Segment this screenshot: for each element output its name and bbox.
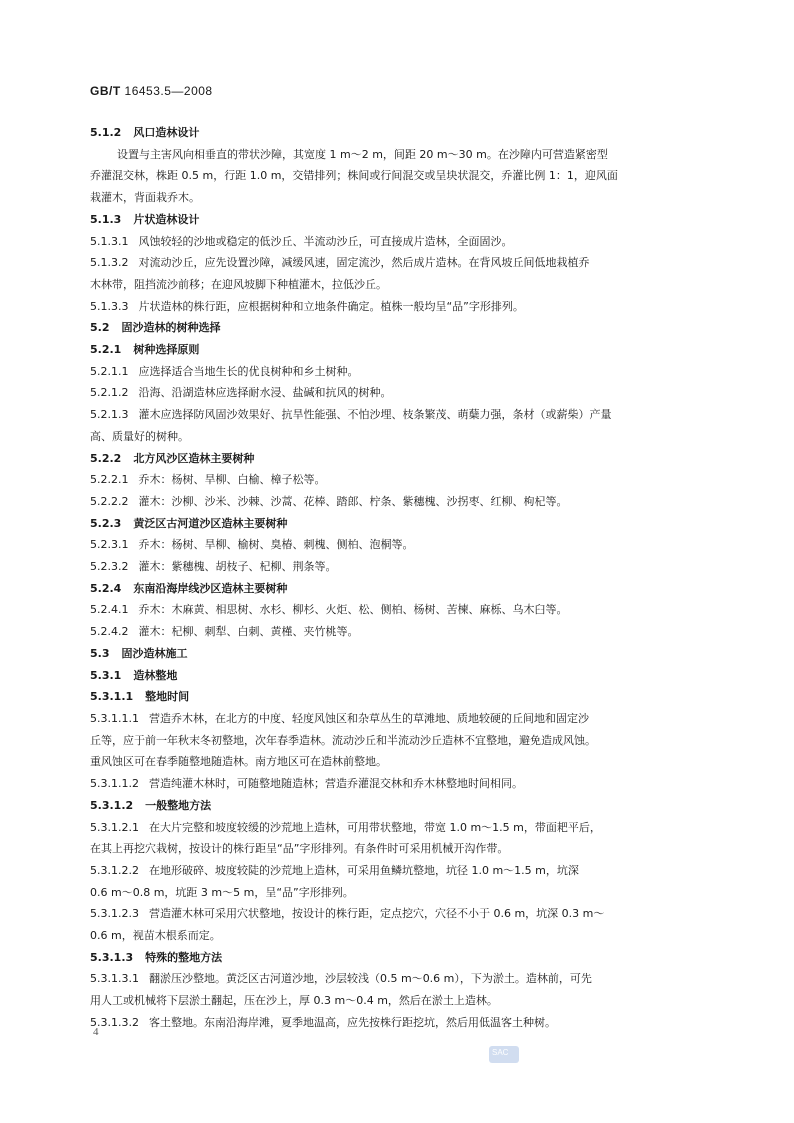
section-heading [90,339,704,361]
clause-number: 5.1.3 [90,212,122,226]
clause-text: 应选择适合当地生长的优良树种和乡土树种。 [138,364,359,378]
clause-number: 5.1.3.2 [90,256,129,270]
clause-text: 营造纯灌木林时，可随整地随造林；营造乔灌混交林和乔木林整地时间相同。 [148,777,523,791]
clause-text: 木林带，阻挡流沙前移；在迎风坡脚下种植灌木，拉低沙丘。 [90,277,387,291]
clause-paragraph [90,1012,704,1034]
clause-paragraph [90,252,704,274]
clause-number: 5.2.3 [90,516,122,530]
clause-text: 乔灌混交林，株距 0.5 m，行距 1.0 m，交错排列；株间或行间混交或呈块状混交，乔灌比例 1：1，迎风面 [90,169,618,183]
clause-number: 5.2.4.1 [90,603,129,617]
paragraph-continuation [90,990,704,1012]
clause-number: 5.3.1.2.1 [90,820,139,834]
section-heading [90,947,704,969]
clause-number: 5.2.3.2 [90,560,129,574]
clause-number: 5.3.1.3 [90,950,134,964]
clause-text: 客土整地。东南沿海岸滩，夏季地温高，应先按株行距挖坑，然后用低温客土种树。 [148,1015,556,1029]
paragraph-line [90,144,704,166]
clause-text: 片状造林的株行距，应根据树种和立地条件确定。植株一般均呈“品”字形排列。 [138,299,524,313]
section-heading [90,578,704,600]
clause-text: 固沙造林施工 [121,646,188,660]
clause-text: 营造乔木林，在北方的中度、轻度风蚀区和杂草丛生的草滩地、质地较硬的丘间地和固定沙 [148,711,589,725]
clause-text: 黄泛区古河道沙区造林主要树种 [133,516,288,530]
paragraph-continuation [90,751,704,773]
standard-prefix: GB/T [90,84,121,98]
clause-text: 北方风沙区造林主要树种 [133,451,255,465]
clause-text: 风口造林设计 [133,126,200,139]
clause-number: 5.2 [90,321,110,335]
clause-text: 固沙造林的树种选择 [121,321,221,335]
clause-text: 灌木应选择防风固沙效果好、抗旱性能强、不怕沙埋、枝条繁茂、萌蘖力强，条材（或薪柴）产量 [138,408,612,422]
clause-text: 乔木：木麻黄、相思树、水杉、柳杉、火炬、松、侧柏、杨树、苦楝、麻栎、乌木臼等。 [138,603,568,617]
clause-paragraph [90,860,704,882]
clause-text: 重风蚀区可在春季随整地随造林。南方地区可在造林前整地。 [90,755,387,769]
clause-text: 0.6 m～0.8 m，坑距 3 m～5 m，呈“品”字形排列。 [90,885,354,899]
clause-text: 乔木：杨树、旱柳、白榆、樟子松等。 [138,473,326,487]
clause-text: 片状造林设计 [133,212,200,226]
clause-text: 丘等，应于前一年秋末冬初整地，次年春季造林。流动沙丘和半流动沙丘造林不宜整地，避免造成风蚀。 [90,733,596,747]
clause-number: 5.2.1.3 [90,408,129,422]
clause-number: 5.2.2.2 [90,494,129,508]
page-number: 4 [93,1026,99,1038]
clause-text: 树种选择原则 [133,343,200,357]
clause-paragraph [90,556,704,578]
section-heading [90,122,704,144]
clause-paragraph [90,773,704,795]
clause-text: 设置与主害风向相垂直的带状沙障，其宽度 1 m～2 m，间距 20 m～30 m。在沙障内可营造紧密型 [117,147,608,161]
clause-text: 在大片完整和坡度较缓的沙荒地上造林，可用带状整地，带宽 1.0 m～1.5 m，带面耙平后， [148,820,601,834]
clause-text: 在其上再挖穴栽树，按设计的株行距呈“品”字形排列。有条件时可采用机械开沟作带。 [90,842,509,856]
clause-paragraph [90,817,704,839]
clause-number: 5.3.1.1.1 [90,711,139,725]
clause-text: 营造灌木林可采用穴状整地，按设计的株行距，定点挖穴，穴径不小于 0.6 m，坑深 0.3 m～ [148,907,605,921]
clause-text: 对流动沙丘，应先设置沙障，减缓风速，固定流沙，然后成片造林。在背风坡丘间低地栽植乔 [138,256,590,270]
document-body [90,122,704,1034]
clause-paragraph [90,296,704,318]
standard-code [90,84,213,98]
clause-number: 5.3.1.1.2 [90,777,139,791]
section-heading [90,665,704,687]
clause-number: 5.2.3.1 [90,538,129,552]
clause-text: 灌木：杞柳、刺犁、白刺、黄槿、夹竹桃等。 [138,625,359,639]
clause-text: 沿海、沿湖造林应选择耐水浸、盐碱和抗风的树种。 [138,386,392,400]
section-heading [90,795,704,817]
clause-number: 5.3.1.2 [90,798,134,812]
clause-paragraph [90,708,704,730]
clause-number: 5.3.1.2.3 [90,907,139,921]
paragraph-continuation [90,730,704,752]
clause-paragraph [90,469,704,491]
clause-paragraph [90,231,704,253]
clause-text: 整地时间 [145,690,190,704]
section-heading [90,686,704,708]
clause-number: 5.3.1 [90,668,122,682]
paragraph-continuation [90,426,704,448]
clause-text: 特殊的整地方法 [145,950,223,964]
clause-paragraph [90,903,704,925]
clause-paragraph [90,599,704,621]
clause-text: 乔木：杨树、旱柳、榆树、臭椿、刺槐、侧柏、泡桐等。 [138,538,414,552]
clause-number: 5.2.1.2 [90,386,129,400]
paragraph-continuation [90,274,704,296]
clause-text: 在地形破碎、坡度较陡的沙荒地上造林，可采用鱼鳞坑整地，坑径 1.0 m～1.5 m，坑深 [148,863,579,877]
section-heading [90,209,704,231]
clause-number: 5.2.4.2 [90,625,129,639]
clause-number: 5.1.2 [90,126,122,139]
section-heading [90,317,704,339]
clause-text: 东南沿海岸线沙区造林主要树种 [133,581,288,595]
clause-number: 5.3.1.3.1 [90,972,139,986]
clause-text: 一般整地方法 [145,798,212,812]
clause-number: 5.2.4 [90,581,122,595]
clause-text: 翻淤压沙整地。黄泛区古河道沙地，沙层较浅（0.5 m～0.6 m），下为淤土。造林前，可先 [148,972,592,986]
section-heading [90,513,704,535]
paragraph-continuation [90,165,704,187]
clause-number: 5.2.1 [90,343,122,357]
clause-number: 5.1.3.1 [90,234,129,248]
section-heading [90,448,704,470]
clause-number: 5.3.1.3.2 [90,1015,139,1029]
paragraph-continuation [90,187,704,209]
seal-text: SAC [492,1048,509,1057]
paragraph-continuation [90,882,704,904]
clause-number: 5.1.3.3 [90,299,129,313]
clause-number: 5.3 [90,646,110,660]
section-heading [90,643,704,665]
clause-paragraph [90,491,704,513]
clause-text: 栽灌木，背面栽乔木。 [90,191,200,205]
standard-number: 16453.5—2008 [124,84,213,98]
clause-text: 灌木：沙柳、沙米、沙棘、沙蒿、花棒、踏郎、柠条、紫穗槐、沙拐枣、红柳、枸杞等。 [138,494,568,508]
clause-number: 5.3.1.2.2 [90,863,139,877]
clause-text: 风蚀较轻的沙地或稳定的低沙丘、半流动沙丘，可直接成片造林，全面固沙。 [138,234,513,248]
publisher-seal-icon [489,1046,519,1063]
clause-paragraph [90,621,704,643]
clause-paragraph [90,404,704,426]
clause-paragraph [90,361,704,383]
clause-text: 造林整地 [133,668,178,682]
paragraph-continuation [90,925,704,947]
clause-paragraph [90,534,704,556]
clause-paragraph [90,382,704,404]
paragraph-continuation [90,838,704,860]
clause-text: 用人工或机械将下层淤土翻起，压在沙上，厚 0.3 m～0.4 m，然后在淤土上造林。 [90,994,498,1008]
clause-text: 灌木：紫穗槐、胡枝子、杞柳、荆条等。 [138,560,337,574]
clause-text: 0.6 m，视苗木根系而定。 [90,929,221,943]
clause-number: 5.2.2.1 [90,473,129,487]
clause-number: 5.2.1.1 [90,364,129,378]
clause-text: 高、质量好的树种。 [90,429,189,443]
clause-number: 5.2.2 [90,451,122,465]
clause-paragraph [90,968,704,990]
clause-number: 5.3.1.1 [90,690,134,704]
